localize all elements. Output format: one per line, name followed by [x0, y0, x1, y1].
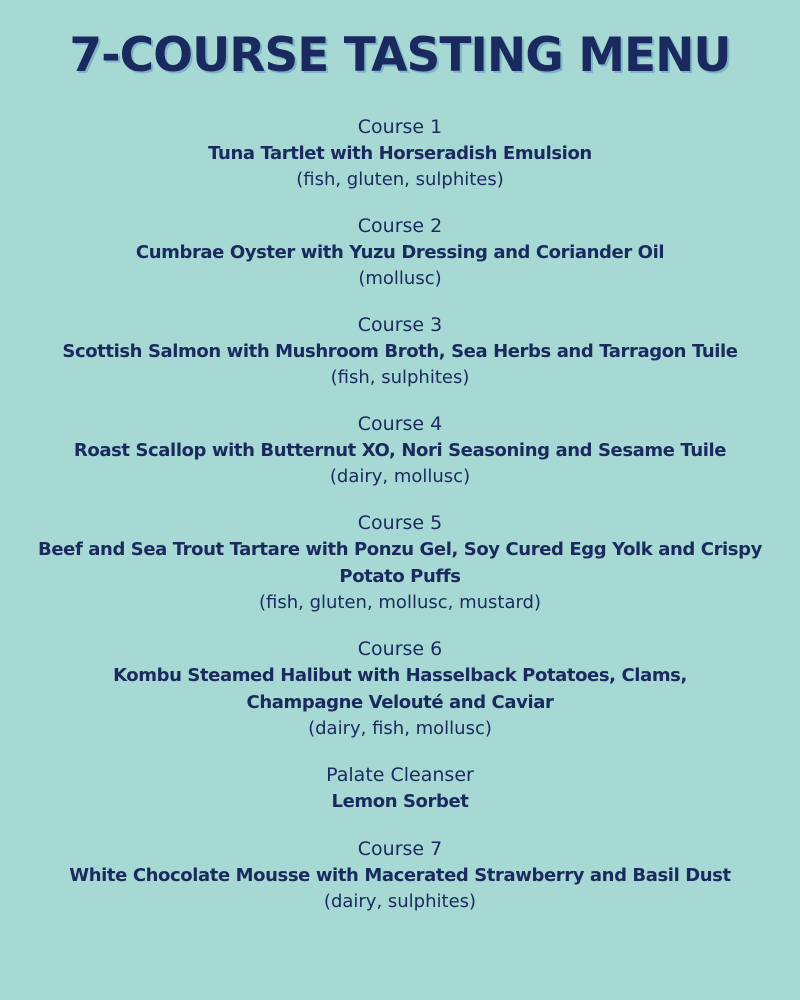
course-label: Course 6 — [357, 638, 443, 660]
course-item-2 — [0, 213, 800, 291]
course-label: Course 7 — [357, 838, 443, 860]
course-item-5 — [0, 510, 800, 615]
course-dish: White Chocolate Mousse with Macerated Strawberry and Basil Dust — [69, 865, 731, 886]
course-label: Course 5 — [357, 512, 443, 534]
course-dish: Roast Scallop with Butternut XO, Nori Seasoning and Sesame Tuile — [73, 440, 727, 461]
course-dish: Kombu Steamed Halibut with Hasselback Potatoes, Clams, Champagne Velouté and Caviar — [113, 665, 687, 713]
course-allergens: (dairy, mollusc) — [329, 466, 471, 487]
course-dish: Beef and Sea Trout Tartare with Ponzu Gel, Soy Cured Egg Yolk and Crispy Potato Puffs — [38, 539, 762, 587]
course-dish: Lemon Sorbet — [331, 791, 469, 812]
course-allergens: (dairy, sulphites) — [323, 891, 477, 912]
course-dish: Tuna Tartlet with Horseradish Emulsion — [208, 143, 592, 164]
course-item-6 — [0, 636, 800, 741]
course-item-1 — [0, 114, 800, 192]
course-allergens: (fish, sulphites) — [330, 367, 470, 388]
course-label: Course 2 — [357, 215, 443, 237]
course-label: Course 4 — [357, 413, 443, 435]
course-dish: Cumbrae Oyster with Yuzu Dressing and Coriander Oil — [135, 242, 665, 263]
course-allergens: (fish, gluten, mollusc, mustard) — [258, 592, 542, 613]
course-list — [0, 114, 800, 935]
course-allergens: (fish, gluten, sulphites) — [296, 169, 504, 190]
course-label: Course 3 — [357, 314, 443, 336]
course-allergens: (mollusc) — [358, 268, 442, 289]
course-item-palate-cleanser — [0, 762, 800, 815]
course-item-4 — [0, 411, 800, 489]
course-label: Palate Cleanser — [326, 764, 474, 786]
course-item-3 — [0, 312, 800, 390]
course-dish: Scottish Salmon with Mushroom Broth, Sea Herbs and Tarragon Tuile — [62, 341, 738, 362]
course-label: Course 1 — [357, 116, 443, 138]
course-allergens: (dairy, fish, mollusc) — [308, 718, 492, 739]
page-title: 7-COURSE TASTING MENU — [69, 28, 731, 83]
course-item-7 — [0, 836, 800, 914]
